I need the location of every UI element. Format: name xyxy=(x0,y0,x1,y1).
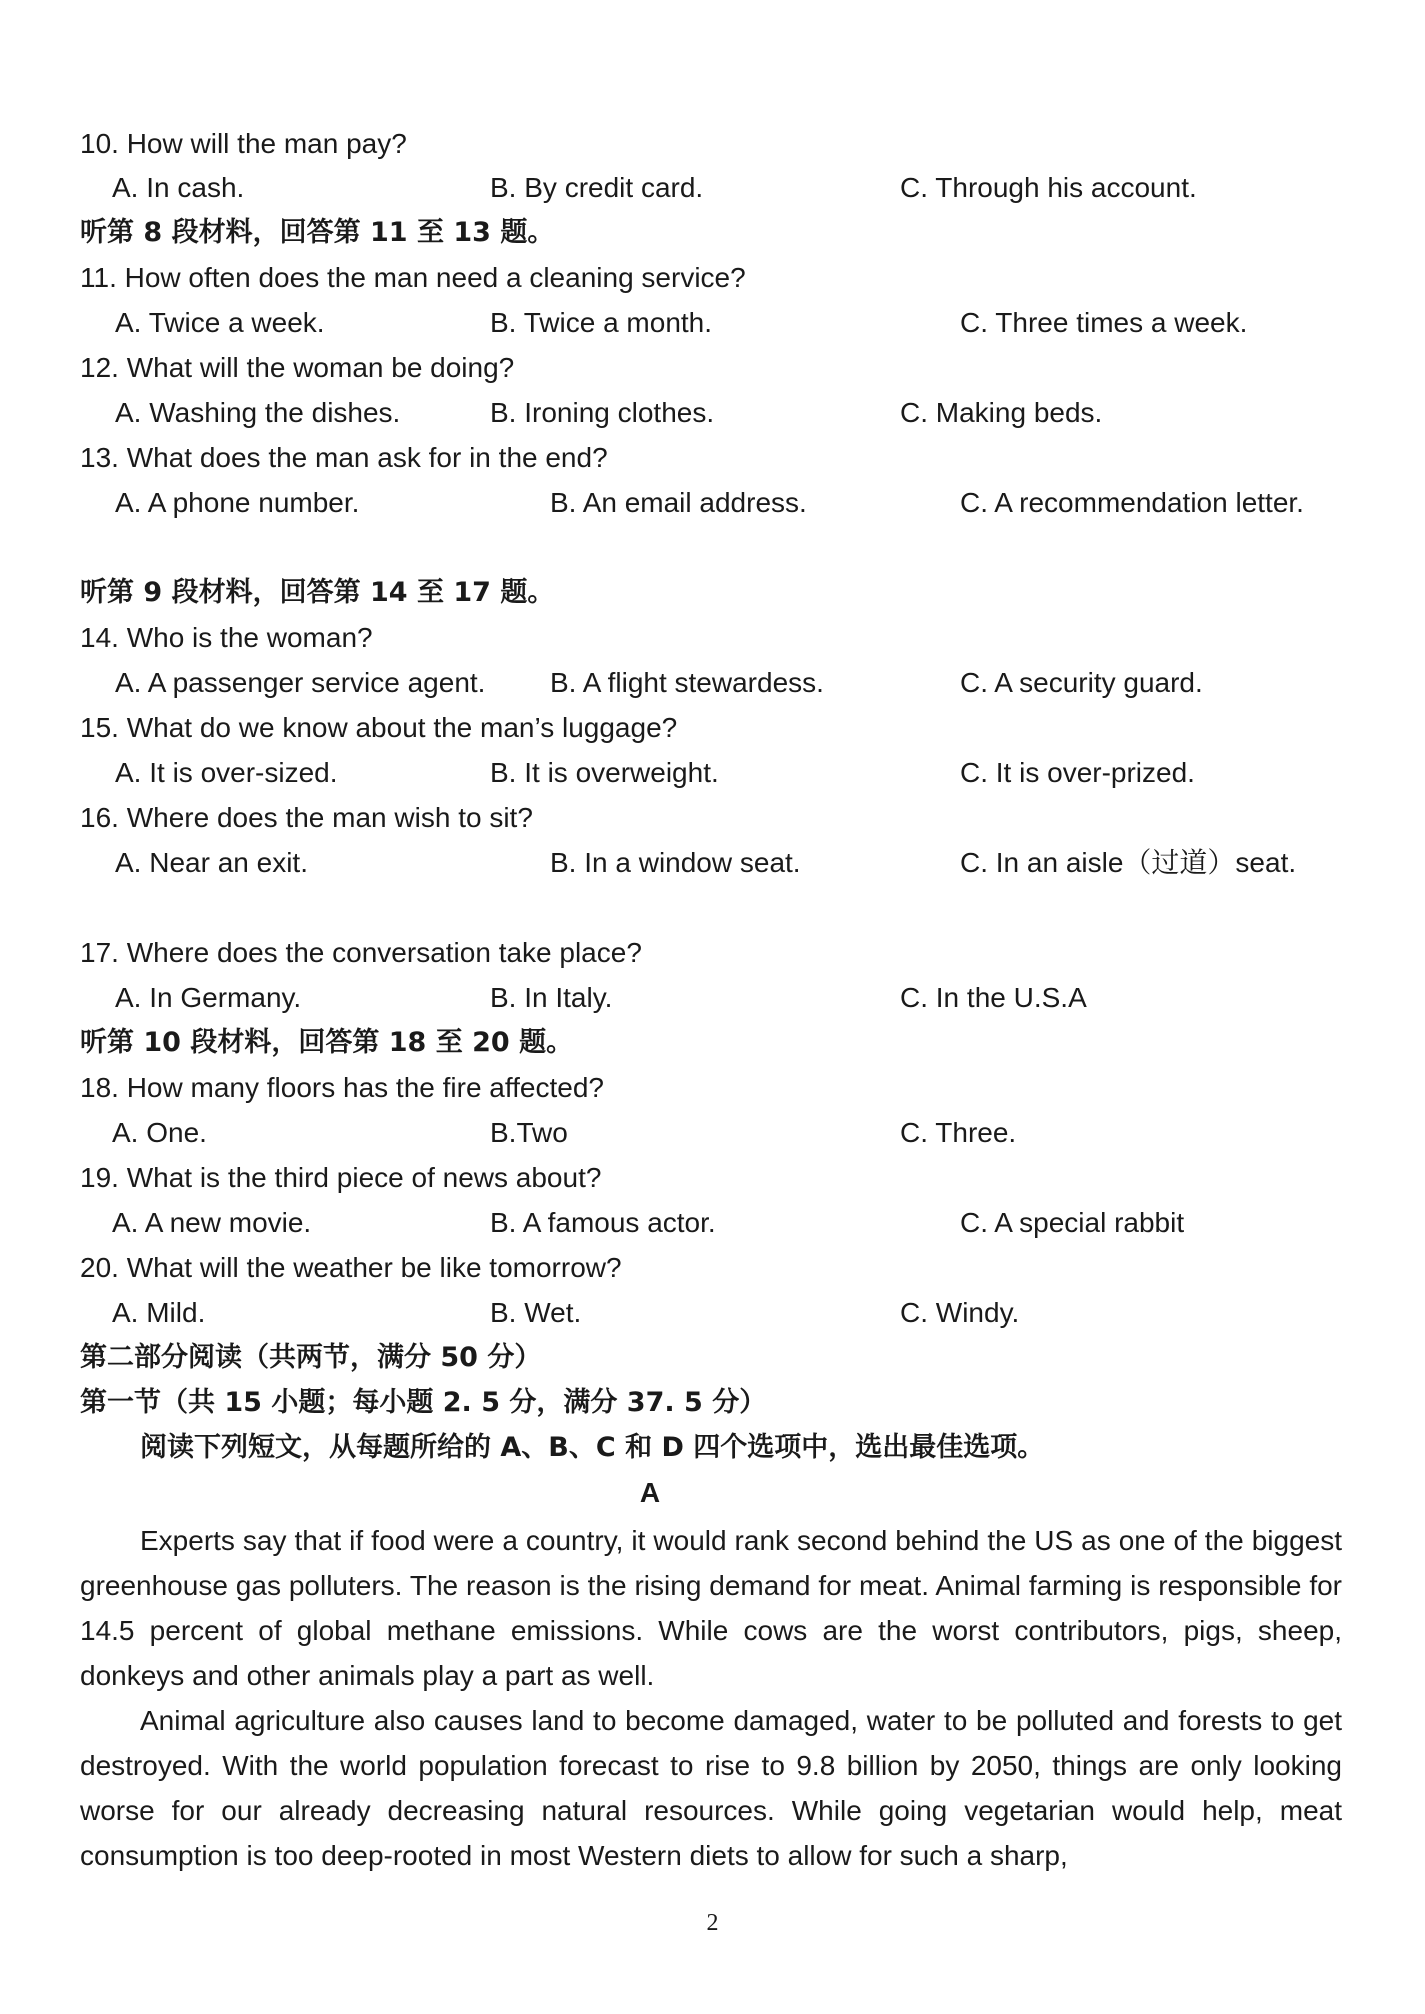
section-header-10: 听第 10 段材料，回答第 18 至 20 题。 xyxy=(80,1027,574,1058)
passage-paragraph-1: Experts say that if food were a country, it would rank second behind the US as one of the biggest greenhouse gas polluters. The reason is the rising demand for meat. Animal farming is responsible for 14.5 percent of global methane emissions. While cows are the worst contributors, pigs, sheep, donkeys and other animals play a part as well. xyxy=(80,1525,1342,1691)
option-12a: A. Washing the dishes. xyxy=(115,397,401,428)
option-20c: C. Windy. xyxy=(900,1297,1020,1328)
option-18a: A. One. xyxy=(112,1117,207,1148)
option-12b: B. Ironing clothes. xyxy=(490,397,715,428)
option-17c: C. In the U.S.A xyxy=(900,982,1087,1013)
option-16b: B. In a window seat. xyxy=(550,847,801,878)
option-15a: A. It is over-sized. xyxy=(115,757,338,788)
option-17b: B. In Italy. xyxy=(490,982,613,1013)
option-20a: A. Mild. xyxy=(112,1297,206,1328)
option-14a: A. A passenger service agent. xyxy=(115,667,486,698)
question-20: 20. What will the weather be like tomorrow? xyxy=(80,1252,622,1283)
option-18b: B.Two xyxy=(490,1117,568,1148)
option-19b: B. A famous actor. xyxy=(490,1207,716,1238)
option-19a: A. A new movie. xyxy=(112,1207,312,1238)
option-16c: C. In an aisle（过道）seat. xyxy=(960,847,1297,878)
question-19: 19. What is the third piece of news about? xyxy=(80,1162,602,1193)
page-number: 2 xyxy=(706,1910,719,1936)
option-13b: B. An email address. xyxy=(550,487,807,518)
option-14c: C. A security guard. xyxy=(960,667,1203,698)
option-10b: B. By credit card. xyxy=(490,172,704,203)
question-15: 15. What do we know about the man’s luggage? xyxy=(80,712,678,743)
question-10: 10. How will the man pay? xyxy=(80,128,407,159)
option-10c: C. Through his account. xyxy=(900,172,1197,203)
option-18c: C. Three. xyxy=(900,1117,1017,1148)
question-18: 18. How many floors has the fire affected? xyxy=(80,1072,604,1103)
option-15b: B. It is overweight. xyxy=(490,757,719,788)
section-header-8: 听第 8 段材料，回答第 11 至 13 题。 xyxy=(80,217,555,248)
passage-paragraph-2: Animal agriculture also causes land to become damaged, water to be polluted and forests to get destroyed. With the world population forecast to rise to 9.8 billion by 2050, things are only looking worse for our already decreasing natural resources. While going vegetarian would help, meat consumption is too deep-rooted in most Western diets to allow for such a sharp, xyxy=(80,1705,1342,1871)
section1-title: 第一节（共 15 小题；每小题 2. 5 分，满分 37. 5 分） xyxy=(80,1387,767,1418)
passage-label: A xyxy=(639,1477,661,1508)
option-11c: C. Three times a week. xyxy=(960,307,1248,338)
option-13a: A. A phone number. xyxy=(115,487,360,518)
question-11: 11. How often does the man need a cleaning service? xyxy=(80,262,746,293)
option-19c: C. A special rabbit xyxy=(960,1207,1185,1238)
option-14b: B. A flight stewardess. xyxy=(550,667,824,698)
option-17a: A. In Germany. xyxy=(115,982,302,1013)
question-17: 17. Where does the conversation take place? xyxy=(80,937,642,968)
option-11b: B. Twice a month. xyxy=(490,307,713,338)
option-20b: B. Wet. xyxy=(490,1297,582,1328)
question-13: 13. What does the man ask for in the end? xyxy=(80,442,608,473)
section-header-9: 听第 9 段材料，回答第 14 至 17 题。 xyxy=(80,577,555,608)
option-10a: A. In cash. xyxy=(112,172,245,203)
reading-instruction: 阅读下列短文，从每题所给的 A、B、C 和 D 四个选项中，选出最佳选项。 xyxy=(140,1432,1045,1463)
question-12: 12. What will the woman be doing? xyxy=(80,352,515,383)
option-15c: C. It is over-prized. xyxy=(960,757,1195,788)
question-14: 14. Who is the woman? xyxy=(80,622,373,653)
option-16a: A. Near an exit. xyxy=(115,847,308,878)
question-16: 16. Where does the man wish to sit? xyxy=(80,802,533,833)
option-13c: C. A recommendation letter. xyxy=(960,487,1304,518)
option-12c: C. Making beds. xyxy=(900,397,1103,428)
option-11a: A. Twice a week. xyxy=(115,307,325,338)
part2-title: 第二部分阅读（共两节，满分 50 分） xyxy=(80,1342,542,1373)
